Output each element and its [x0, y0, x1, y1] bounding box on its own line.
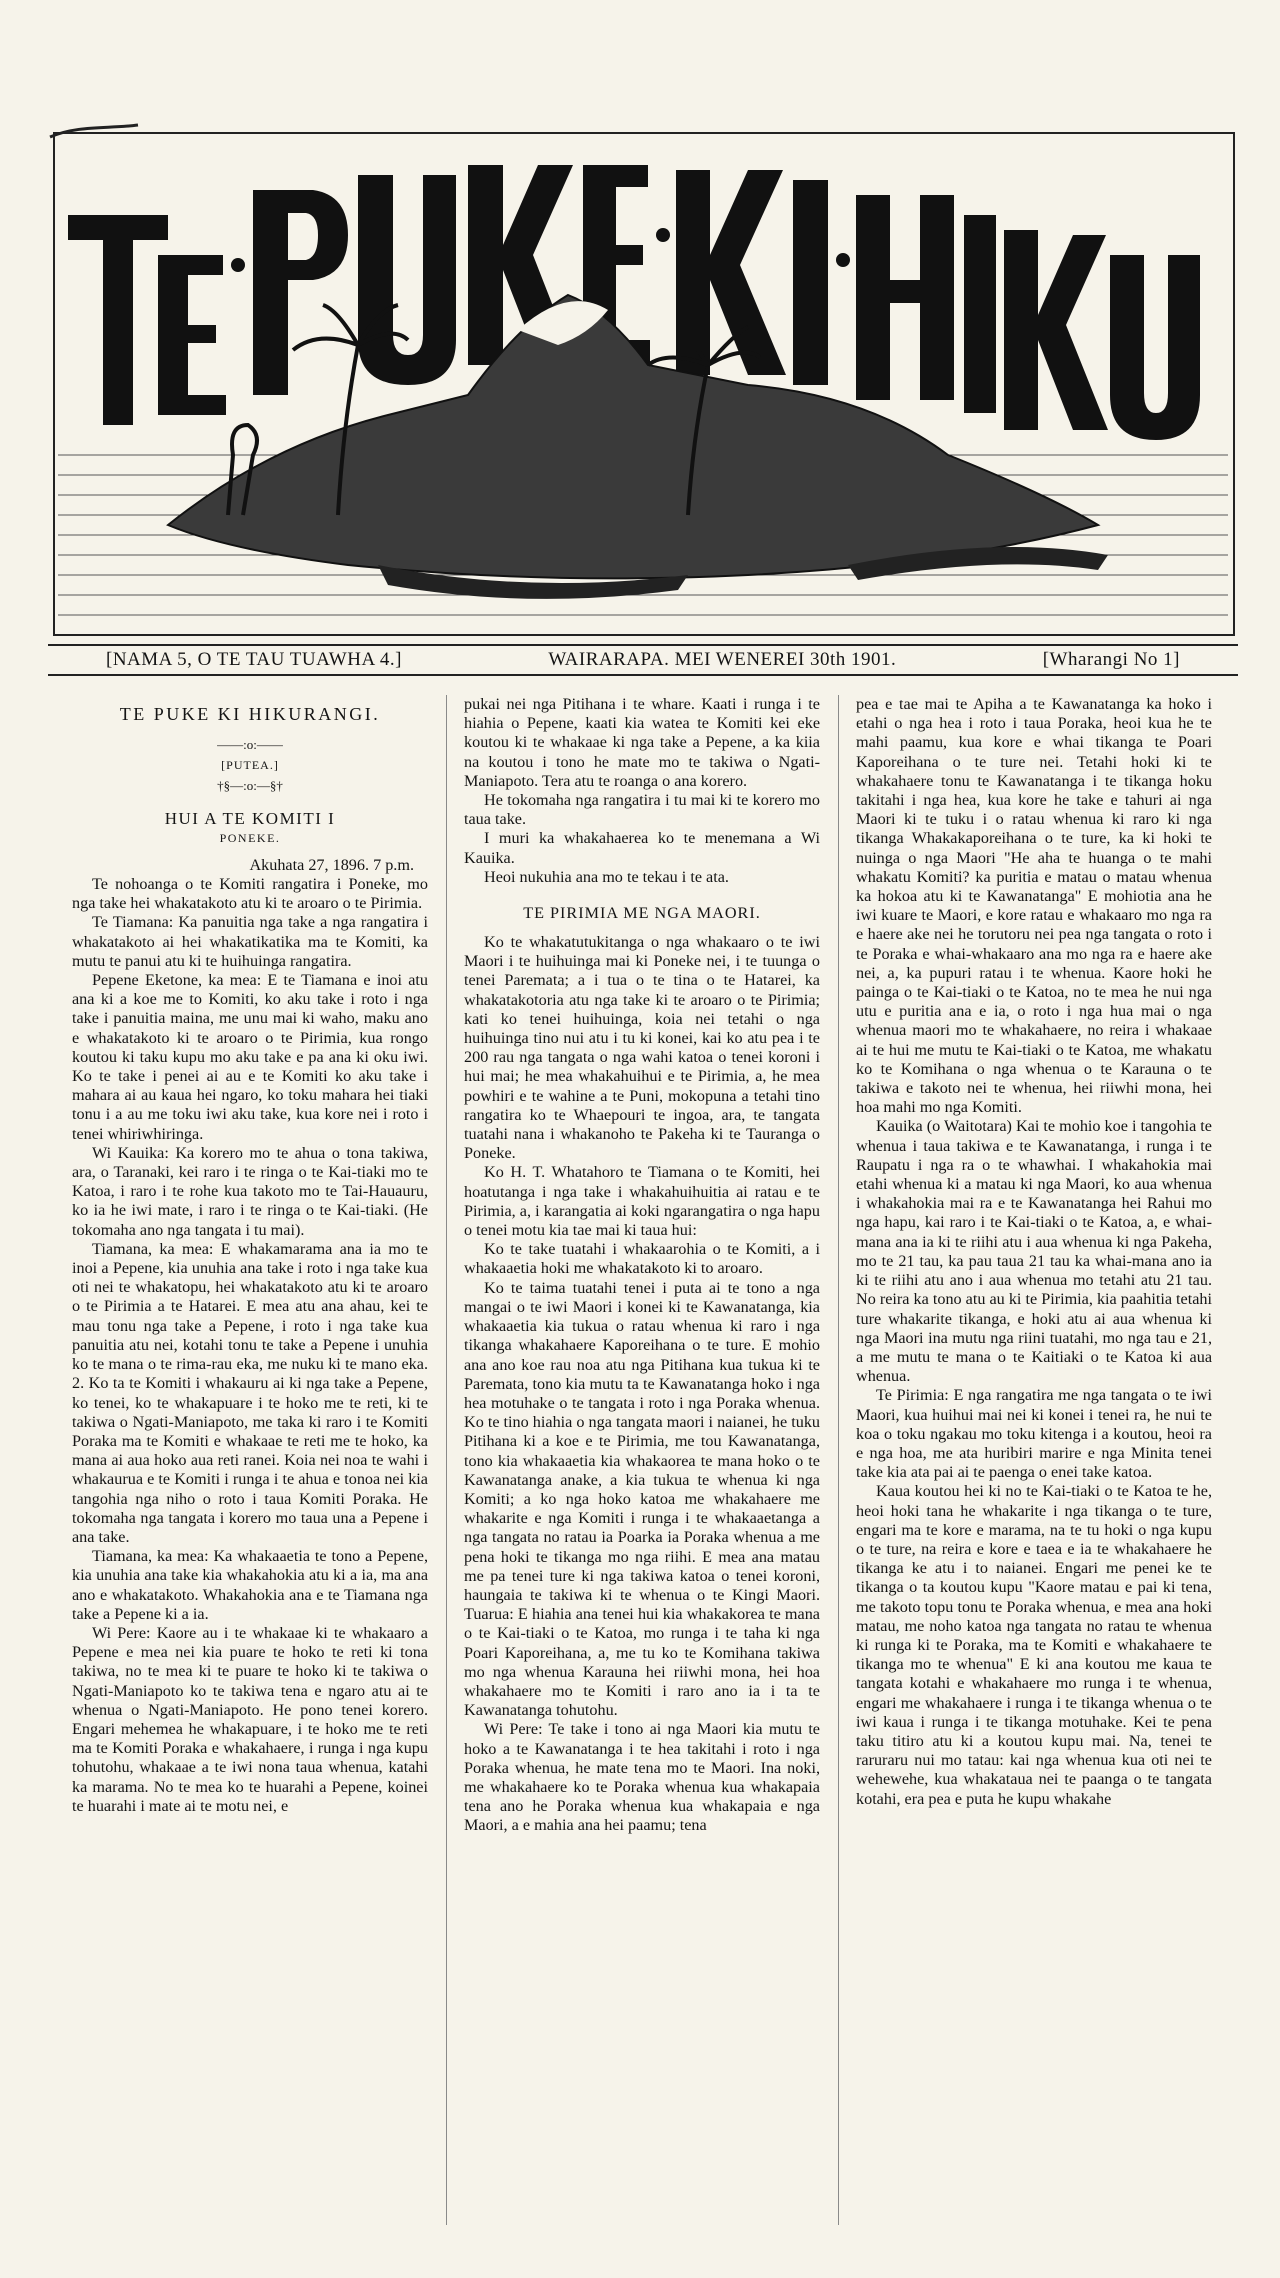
article-heading: HUI A TE KOMITI I [164, 809, 336, 829]
paragraph: Ko H. T. Whatahoro te Tiamana o te Komiti, hei hoatutanga i nga take i whakahuihuitia ai ratau e te Pirimia, a, i karangatia ai koki ngarangatira o nga hapu o tenei motu kia tae mai ki taua hui: [464, 1163, 820, 1240]
paragraph: Tiamana, ka mea: E whakamarama ana ia mo te inoi a Pepene, kia unuhia ana take i roto i nga take kua oti nei te whakatopu, hei whakatakoto atu ki te aroaro o te Pirimia a te Hatarei. E mea atu ana ahau, kei te mau tonu nga take a Pepene, i roto i nga take kua panuitia atu nei, kotahi tonu te take a Pepene i unuhia ko te mana o te rima-rau eka, me nuku ki te mano eka. 2. Ko ta te Komiti i whakauru ai ki nga take a Pepene, ko tenei, ko te whakapuare i te hoko me te reti, ki te takiwa o Ngati-Maniapoto, me taka ki raro i te Komiti Poraka ma te Komiti e whakaae te reti me te hoko, ka mana ai aua hoko aua reti ranei. Koia nei noa te wahi i whakaurua e te Komiti i runga i te ahua e tonoa nei kia tangohia nga niho o roto i taua Komiti Poraka. He tokomaha nga tangata i korero mo taua una a Pepene i ana take. [72, 1239, 428, 1546]
paragraph: Te Pirimia: E nga rangatira me nga tangata o te iwi Maori, kua huihui mai nei ki konei i tenei ra, he nui te koa o toku ngakau mo toku kitenga i a koutou, heoi ra e nga hoa, me ata huribiri marire e nga Minita tenei take kia ata pai ai te paenga o enei take katoa. [856, 1386, 1212, 1482]
masthead [48, 95, 1238, 640]
paragraph: Te nohoanga o te Komiti rangatira i Poneke, mo nga take hei whakatakoto atu ki te aroaro o te Pirimia. [72, 875, 428, 913]
paragraph: Ko te taima tuatahi tenei i puta ai te tono a nga mangai o te iwi Maori i konei ki te Kawanatanga, kia whakaaetia kia tukua o ratau whenua ki raro i nga tikanga whakahaere Kaporeihana o te ture. E mohio ana ano koe rau noa atu nga Pitihana kua tukua ki te Paremata, tono kia mutu ta te Kawanatanga hoko i nga hea motuhake o te tangata i roto i nga Poraka whenua. Ko te tino hiahia o nga tangata maori i naianei, he tuku Pitihana ki a koe e te Pirimia, me tou Kawanatanga, tono kia whakaaetia kia whakaorea te mana hoko o te Kawanatanga anake, a kia tukua te whenua ki nga Komiti; a ko nga hoko katoa me whakahaere me whakarite e nga Komiti i runga i te whakaaetanga a nga tangata no ratau ia Poarka ia Poraka whenua a me pena hoki te tikanga mo nga riihi. E mea ana matau me pa tenei ture ki nga takiwa katoa o tenei koroni, haungaia te takiwa ki te whenua o te Kingi Maori. Tuarua: E hiahia ana tenei hui kia whakakorea te mana o te Kai-tiaki o te Katoa, mo runga i te taha ki nga Poari Kaporeihana, a, me tu ko te Komihana takiwa mo nga whenua Karauna hei riiwhi mona, hei hoa whakahaere mo te Komiti i raro ano ia i ta te Kawanatanga tohutohu. [464, 1278, 821, 1720]
paragraph: Tiamana, ka mea: Ka whakaaetia te tono a Pepene, kia unuhia ana take kia whakahokia atu ki a ia, ma ana ano e whakatakoto. Whakahokia ana e te Tiamana nga take a Pepene ki a ia. [72, 1547, 428, 1623]
ornament: †§—:o:—§† [217, 778, 283, 794]
paragraph: I muri ka whakahaerea ko te menemana a Wi Kauika. [464, 829, 820, 867]
paper-headline: TE PUKE KI HIKURANGI. [119, 704, 381, 724]
article-columns [72, 695, 1212, 2250]
paragraph: Ko te whakatutukitanga o nga whakaaro o te iwi Maori i te huihuinga mai ki Poneke nei, i te tuunga o tenei Paremata; a i tua o te tina o te Hatarei, ka whakatakotoria atu nga take ki te aroaro o te Pirimia; kati ko tenei huihuinga, koia nei tetahi o nga huihuinga tino nui atu i tu ki konei, kai ko atu pea i te 200 rau nga tangata o nga wahi katoa o tenei koroni i hui mai; he mea whakahuihui e te Pirimia, a, he mea powhiri e te wahine a te Puni, mokopuna a tetahi tino rangatira ko te Whaepouri te ingoa, ara, te tangata tuatahi nana i whakanoho te Pakeha ki te Tauranga o Poneke. [464, 933, 820, 1163]
meeting-date: Akuhata 27, 1896. 7 p.m. [249, 855, 414, 874]
paragraph: Heoi nukuhia ana mo te tekau i te ata. [484, 867, 729, 886]
paragraph: Wi Pere: Te take i tono ai nga Maori kia mutu te hoko a te Kawanatanga i te hea takitahi i roto i nga Poraka whenua, he mate tena mo te Maori. Ina noki, me whakahaere ko te Poraka whenua kua whakapaia tena ano he Poraka whenua kua whakapaia e nga Maori, a e mahia ana hei paamu; tena [464, 1720, 820, 1835]
column-2 [464, 695, 820, 1836]
column-rule [446, 695, 447, 2225]
island [168, 295, 1098, 578]
ornament: ——:o:—— [217, 737, 283, 753]
page-number: [Wharangi No 1] [1042, 649, 1180, 670]
place-and-date: WAIRARAPA. MEI WENEREI 30th 1901. [548, 649, 897, 670]
article-heading: TE PIRIMIA ME NGA MAORI. [523, 904, 761, 923]
paragraph: Te Tiamana: Ka panuitia nga take a nga rangatira i whakatakoto ai hei whakatikatika ma te Komiti, ka mutu te panui atu ki te huihuinga rangatira. [72, 913, 428, 970]
paragraph: Wi Kauika: Ka korero mo te ahua o tona takiwa, ara, o Taranaki, kei raro i te ringa o te Kai-tiaki mo te Katoa, i raro i te rohe kua takoto mo te Tai-Hauauru, ko ia he iwi mate, i raro i te ringa o te Kai-tiaki. (He tokomaha ano nga tangata i tu mai). [72, 1143, 428, 1239]
paragraph: Kaua koutou hei ki no te Kai-tiaki o te Katoa te he, heoi hoki tana he whakarite i nga tikanga o te ture, engari ma te kore e marama, na te tu hoki o nga kupu o te ture, na reira e kore e taea e ia te whakahaere he tikanga ke atu i to naianei. Engari me penei ke te tikanga o ta koutou kupu "Kaore matau e pai ki tena, me takoto topu tonu te Poraka whenua, e mea ana hoki matau, me noho katoa nga tangata no ratau te whenua ki runga ki te Poraka, ma te Komiti e whakahaere te tikanga mo te whenua" E ki ana koutou me kaua te tangata kotahi e whakahaere mo runga i te whenua, engari me whakahaere i runga i te tikanga whenua o te iwi kaua i runga i te tikanga motuhake. Kei te pena taku titiro atu ki a koutou kupu mai. Na, tenei te raruraru nui mo tatau: kai nga whenua kua oti nei te wehewehe, kua whakataua nei te paanga o te tangata kotahi, era pea e puta he kupu whakahe [856, 1482, 1212, 1808]
paragraph: Pepene Eketone, ka mea: E te Tiamana e inoi atu ana ki a koe me to Komiti, ko aku take i roto i nga take i panuitia maina, me unu mai ki waho, maku ano e whakatakoto ki te aroaro o te Pirimia, kua rongo koutou ki taku kupu mo aku take e pa ana ki oku iwi. Ko te take i penei ai au e te Komiti ko aku take i mahara ai au kaua hei ngaro, ko toku mahara hei tiaki tonu i a au me toku iwi aku take, kua kore nei i roto i tenei whiriwhiringa. [72, 971, 428, 1143]
issue-number: [NAMA 5, O TE TAU TUAWHA 4.] [106, 649, 402, 670]
masthead-illustration [48, 95, 1238, 640]
paragraph: Wi Pere: Kaore au i te whakaae ki te whakaaro a Pepene e mea nei kia puare te hoko te reti ki tona takiwa, no te mea ki te puare te hoko ki te takiwa o Ngati-Maniapoto ko te takiwa tena e ngaro atu ai te whenua o Ngati-Maniapoto. He pono tenei korero. Engari mehemea he whakapuare, i te hoko me te reti ma te Komiti Poraka e whakahaere, i runga i nga kupu tohutohu, whakaae a te iwi nona taua whenua, katahi ka marama. No te mea ko te huarahi a Pepene, koinei te huarahi i mate ai te motu nei, e [72, 1623, 428, 1815]
section-label: [PUTEA.] [221, 758, 279, 773]
article-subheading: PONEKE. [219, 830, 281, 845]
dateline-bar [48, 644, 1238, 676]
column-rule [838, 695, 839, 2225]
paragraph: He tokomaha nga rangatira i tu mai ki te korero mo taua take. [464, 791, 820, 829]
paragraph: Kauika (o Waitotara) Kai te mohio koe i tangohia te whenua i taua takiwa e te Kawanatanga, i runga i te Raupatu i nga ra o te whawhai. I whakahokia mai etahi whenua ki a matau ki nga Maori, ko aua whenua i whakahokia mai ra e te Kawanatanga hei Rahui mo nga hapu, kai raro i te Kai-tiaki o te Katoa, a, e whai-mana ana ia ki te riihi atu i aua whenua ki nga Pakeha, mo te 21 tau, ka pau taua 21 tau ka whai-mana ano ia ki te riihi atu ano i aua whenua mo tetahi atu 21 tau. No reira ka tono atu au ki te Pirimia, kia paahitia tetahi ture whakarite tikanga, e hoki atu ai aua whenua ki nga Maori ina mutu nga riini tuatahi, mo nga tau e 21, a me mutu te mana o te Kaitiaki o te Katoa ki aua whenua. [856, 1117, 1213, 1386]
paragraph: Ko te take tuatahi i whakaarohia o te Komiti, a i whakaaetia hoki me whakatakoto ki to aroaro. [464, 1240, 820, 1278]
paragraph: pukai nei nga Pitihana i te whare. Kaati i runga i te hiahia o Pepene, kaati kia watea te Komiti kei eke koutou ki te whakaae ki nga take a Pepene, a ka kiia na koutou i tono he mate mo te takiwa o Ngati-Maniapoto. Tera atu te roanga o ana korero. [464, 695, 820, 790]
column-3 [856, 695, 1212, 1809]
column-1 [72, 695, 428, 1816]
paragraph: pea e tae mai te Apiha a te Kawanatanga ka hoko i etahi o nga hea i roto i taua Poraka, heoi kua he te mahi paamu, kua kore e whai tikanga te Poari Kaporeihana o te ture nei. Tetahi hoki ki te whakahaere tonu te Kawanatanga i te tikanga hoku takitahi i nga hea, kua kore he take e tahuri ai nga Maori ki te tuku i o ratau whenua ki raro ki nga tikanga Whakakaporeihana o te ture, ka ki hoki te nuinga o nga Maori "He aha te huanga o te mahi whakatu Komiti? ka puritia e matau o matau whenua ka hokoa atu ki te Kawanatanga" E mohiotia ana he iwi kuare te Maori, e kore ratau e whakaaro mo nga ra e haere ake nei he torutoru nei pea nga tangata o roto i te Poraka e whai-whakaaro ana mo nga ra e haere ake nei, a, ka pupuri ratau i te whenua. Kaore hoki he painga o te Kai-tiaki o te Katoa, no te mea he nui nga utu e puritia ana e ia, o roto i nga hua mai o nga whenua maori mo te whakahaere, no reira i whakaae ai te hui me mutu te Kai-tiaki o te Katoa, me whakatu ko te Komihana o nga whenua o te Karauna o te takiwa e takoto nei te whenua, hei riiwhi mona, hei hoa mahi mo nga Komiti. [856, 695, 1212, 1117]
